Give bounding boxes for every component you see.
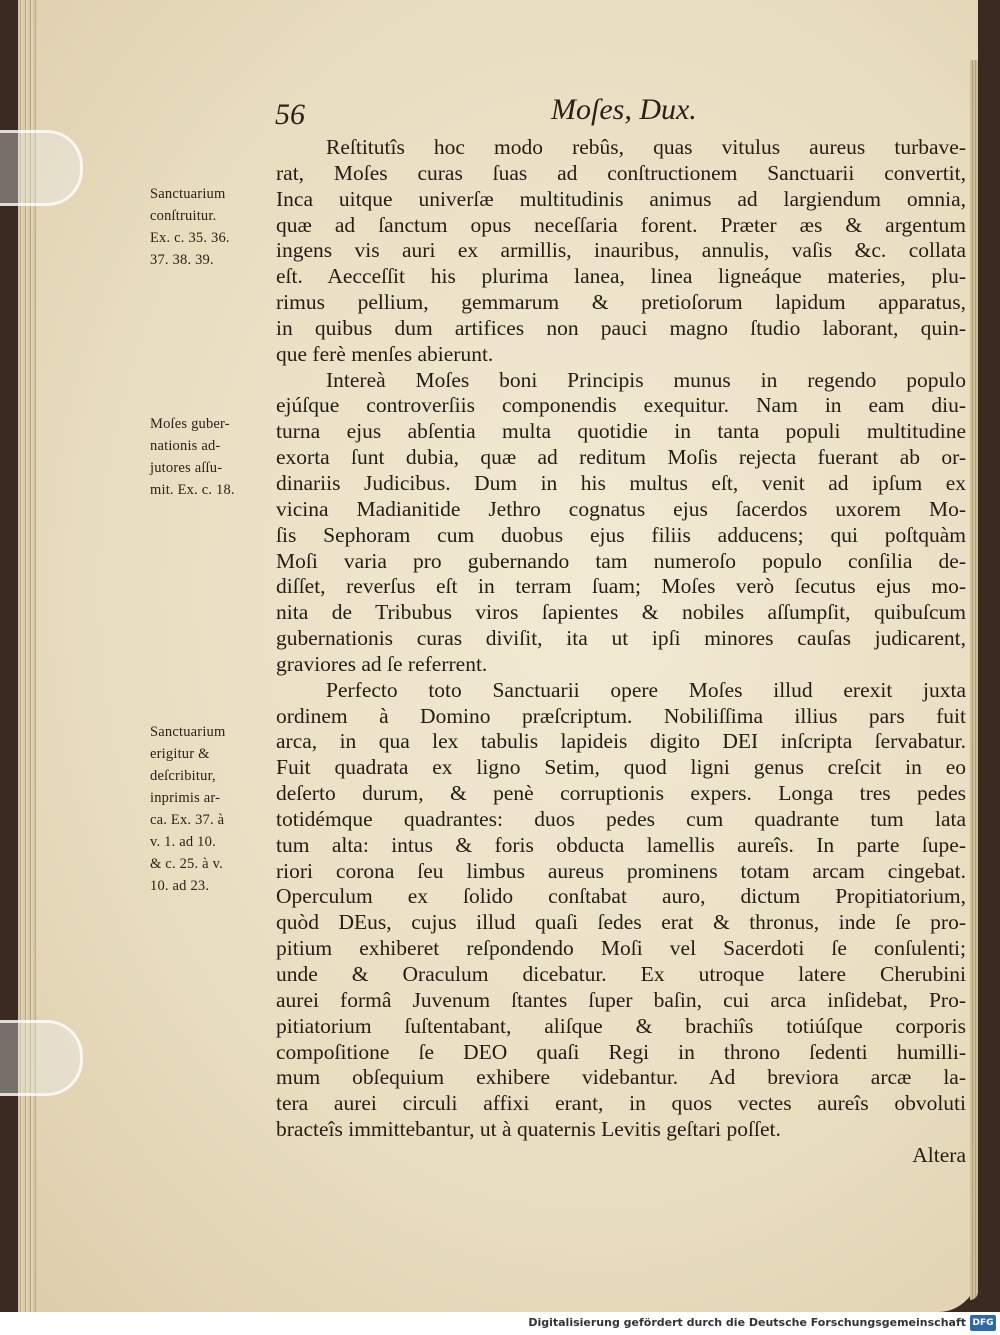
text-line: diſſet, reverſus eſt in terram ſuam; Moſes verò ſecutus ejus mo- xyxy=(276,574,966,599)
text-line: rimus pellium, gemmarum & pretioſorum lapidum apparatus, xyxy=(276,290,966,315)
margin-note-line: & c. 25. à v. xyxy=(150,856,223,872)
margin-note-sanctuary-erected xyxy=(150,721,272,897)
margin-note-line: Sanctuarium xyxy=(150,724,226,740)
margin-note-line: Moſes guber- xyxy=(150,416,230,432)
text-line: bracteîs immittebantur, ut à quaternis Levitis geſtari poſſet. xyxy=(276,1117,781,1142)
text-line: deſerto durum, & penè corruptionis expers. Longa tres pedes xyxy=(276,781,966,806)
text-line: Intereà Moſes boni Principis munus in regendo populo xyxy=(326,367,966,392)
margin-note-line: inprimis ar- xyxy=(150,790,221,806)
dfg-logo: DFG xyxy=(970,1315,996,1331)
page-edges-right xyxy=(970,60,978,1300)
text-line: ingens vis auri ex armillis, inauribus, annulis, vaſis &c. collata xyxy=(276,238,966,263)
margin-note-moses-helpers xyxy=(150,413,272,501)
funding-credit: Digitalisierung gefördert durch die Deutsche Forschungsgemeinschaft xyxy=(528,1316,966,1329)
catchword: Altera xyxy=(912,1142,966,1167)
page-number: 56 xyxy=(275,98,305,131)
digitization-footer xyxy=(0,1312,1000,1335)
page-clip-bottom xyxy=(0,1020,83,1096)
text-line: ſis Sephoram cum duobus ejus filiis adducens; qui poſtquàm xyxy=(276,522,966,547)
text-line: Operculum ex ſolido conſtabat auro, dictum Propitiatorium, xyxy=(276,884,966,909)
margin-note-line: 37. 38. 39. xyxy=(150,252,214,268)
margin-note-line: nationis ad- xyxy=(150,438,221,454)
text-line: gubernationis curas diviſit, ita ut ipſi minores cauſas judicarent, xyxy=(276,626,966,651)
text-line: pitium exhiberet reſpondendo Moſi vel Sacerdoti ſe conſulenti; xyxy=(276,936,966,961)
text-line: vicina Madianitide Jethro cognatus ejus ſacerdos uxorem Mo- xyxy=(276,496,966,521)
text-line: Moſi varia pro gubernando tam numeroſo populo conſilia de- xyxy=(276,548,966,573)
text-line: Inca uitque univerſæ multitudinis animus ad largiendum omnia, xyxy=(276,186,966,211)
text-line: turna ejus abſentia multa quotidie in tanta populi multitudine xyxy=(276,419,966,444)
running-head: Moſes, Dux. xyxy=(551,93,697,126)
text-line: totidémque quadrantes: duos pedes cum quadrante tum lata xyxy=(276,806,966,831)
text-line: pitiatorium ſuſtentabant, aliſque & brachiîs totiúſque corporis xyxy=(276,1013,966,1038)
text-line: arca, in qua lex tabulis lapideis digito DEI inſcripta ſervabatur. xyxy=(276,729,966,754)
text-line: rat, Moſes curas ſuas ad conſtructionem Sanctuarii convertit, xyxy=(276,160,966,185)
text-line: quæ ad ſanctum opus neceſſaria forent. Præter æs & argentum xyxy=(276,212,966,237)
page-clip-top xyxy=(0,130,83,206)
margin-note-line: jutores aſſu- xyxy=(150,460,223,476)
margin-note-line: v. 1. ad 10. xyxy=(150,834,216,850)
margin-note-line: deſcribitur, xyxy=(150,768,216,784)
text-line: que ferè menſes abierunt. xyxy=(276,341,494,366)
text-line: in quibus dum artifices non pauci magno ſtudio laborant, quin- xyxy=(276,315,966,340)
body-text xyxy=(276,135,966,1169)
margin-note-line: mit. Ex. c. 18. xyxy=(150,482,235,498)
text-line: nita de Tribubus viros ſapientes & nobiles aſſumpſit, quibuſcum xyxy=(276,600,966,625)
text-line: ordinem à Domino præſcriptum. Nobiliſſima illius pars fuit xyxy=(276,703,966,728)
text-line: Reſtitutîs hoc modo rebûs, quas vitulus aureus turbave- xyxy=(326,135,966,159)
text-line: eſt. Aecceſſit his plurima lanea, linea ligneáque materies, plu- xyxy=(276,264,966,289)
text-line: Fuit quadrata ex ligno Setim, quod ligni genus creſcit in eo xyxy=(276,755,966,780)
text-line: quòd DEus, cujus illud quaſi ſedes erat & thronus, inde ſe pro- xyxy=(276,910,966,935)
text-line: ejúſque controverſiis componendis exequitur. Nam in eam diu- xyxy=(276,393,966,418)
text-line: tum alta: intus & foris obducta lamellis aureîs. In parte ſupe- xyxy=(276,832,966,857)
margin-note-line: Ex. c. 35. 36. xyxy=(150,230,230,246)
margin-note-line: Sanctuarium xyxy=(150,186,226,202)
text-line: Perfecto toto Sanctuarii opere Moſes illud erexit juxta xyxy=(326,677,966,702)
margin-note-line: erigitur & xyxy=(150,746,210,762)
text-line: dinariis Judicibus. Dum in his multus eſt, venit ad ipſum ex xyxy=(276,470,966,495)
margin-note-line: 10. ad 23. xyxy=(150,878,210,894)
text-line: compoſitione ſe DEO quaſi Regi in throno ſedenti humilli- xyxy=(276,1039,966,1064)
page-header xyxy=(0,93,1000,133)
margin-note-sanctuary-built xyxy=(150,183,272,271)
text-line: unde & Oraculum dicebatur. Ex utroque latere Cherubini xyxy=(276,962,966,986)
text-line: riori corona ſeu limbus aureus prominens totam arcam cingebat. xyxy=(276,858,966,883)
text-line: aurei formâ Juvenum ſtantes ſuper baſin, cui arca inſidebat, Pro- xyxy=(276,987,966,1012)
margin-note-line: ca. Ex. 37. à xyxy=(150,812,225,828)
text-line: graviores ad ſe referrent. xyxy=(276,651,488,676)
text-line: tera aurei circuli affixi erant, in quos vectes aureîs obvoluti xyxy=(276,1091,966,1116)
text-line: mum obſequium exhibere videbantur. Ad breviora arcæ la- xyxy=(276,1065,966,1090)
margin-note-line: conſtruitur. xyxy=(150,208,217,224)
text-line: exorta ſunt dubia, quæ ad reditum Moſis rejecta fuerant ab or- xyxy=(276,445,966,470)
